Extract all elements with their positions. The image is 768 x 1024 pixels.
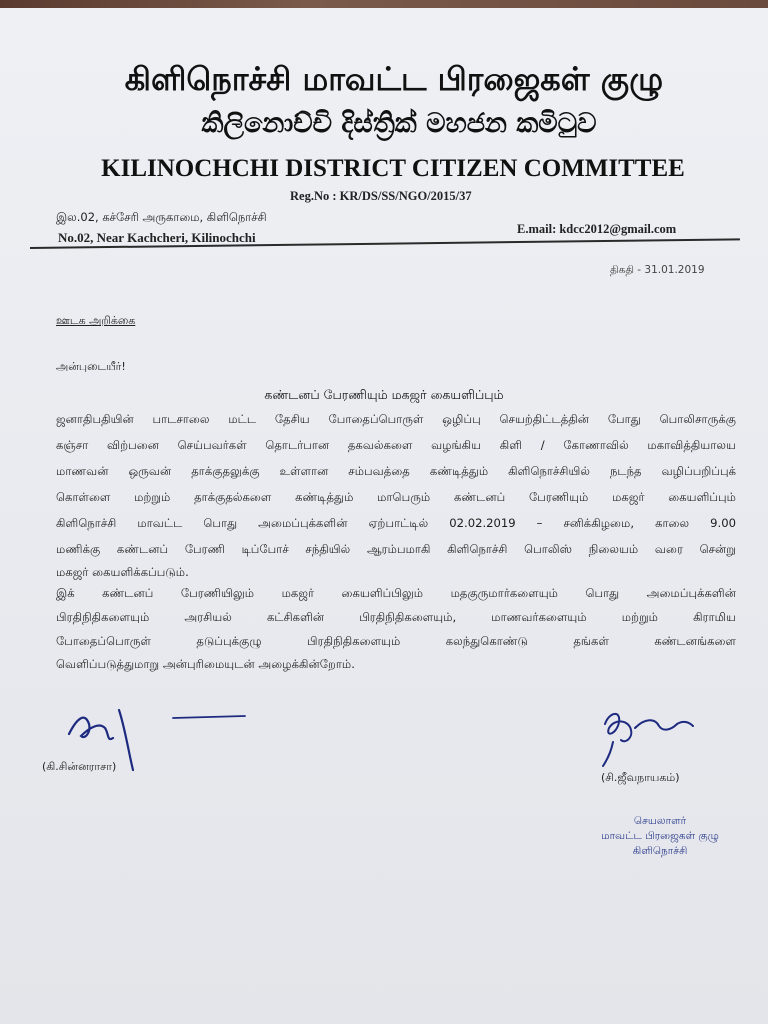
body-line: மகஜர் கையளிக்கப்படும். [56, 565, 189, 579]
stamp-organization: மாவட்ட பிரஜைகள் குழு [601, 830, 719, 842]
body-line: கஞ்சா விற்பனை செய்பவர்கள் தொடர்பான தகவல்களை வழங்கிய கிளி / கோணாவில் மகாவித்தியாலய [56, 438, 736, 452]
stamp-location: கிளிநொச்சி [632, 845, 688, 857]
body-line: கொள்ளை மற்றும் தாக்குதல்களை கண்டித்தும் மாபெரும் கண்டனப் பேரணியும் மகஜர் கையளிப்பும் [56, 490, 736, 504]
body-title: கண்டனப் பேரணியும் மகஜர் கையளிப்பும் [264, 387, 504, 402]
secretary-stamp [590, 814, 730, 859]
tamil-title: கிளிநொச்சி மாவட்ட பிரஜைகள் குழு [124, 60, 664, 98]
stamp-role: செயலாளர் [633, 815, 687, 827]
sinhala-title: කිලිනොච්චි දිස්ත්‍රික් මහජන කමිටුව [201, 108, 597, 139]
date-line: திகதி - 31.01.2019 [610, 264, 705, 276]
email-address: E.mail: kdcc2012@gmail.com [517, 222, 677, 236]
press-release-label: ஊடக அறிக்கை [56, 314, 136, 327]
right-signatory-name: (சி.ஜீவநாயகம்) [601, 771, 680, 784]
left-signatory-name: (கி.சின்னராசா) [42, 760, 117, 773]
registration-number: Reg.No : KR/DS/SS/NGO/2015/37 [290, 189, 472, 203]
greeting: அன்புடையீர்! [56, 360, 126, 373]
address-english: No.02, Near Kachcheri, Kilinochchi [58, 230, 256, 245]
body-line: மாணவன் ஒருவன் தாக்குதலுக்கு உள்ளான சம்பவத்தை கண்டித்தும் கிளிநொச்சியில் நடந்த வழிப்பறிப்புக் [56, 464, 736, 478]
letter-page [0, 8, 768, 1024]
body-line: கிளிநொச்சி மாவட்ட பொது அமைப்புக்களின் ஏற்பாட்டில் 02.02.2019 – சனிக்கிழமை, காலை 9.00 [56, 516, 736, 530]
body-line: போதைப்பொருள் தடுப்புக்குழு பிரதிநிதிகளையும் கலந்துகொண்டு தங்கள் கண்டனங்களை [56, 634, 736, 648]
body-line: இக் கண்டனப் பேரணியிலும் மகஜர் கையளிப்பிலும் மதகுருமார்களையும் பொது அமைப்புக்களின் [56, 586, 736, 600]
body-line: வெளிப்படுத்துமாறு அன்புரிமையுடன் அழைக்கின்றோம். [56, 657, 355, 671]
body-line: பிரதிநிதிகளையும் அரசியல் கட்சிகளின் பிரதிநிதிகளையும், மாணவர்களையும் மற்றும் கிராமிய [56, 610, 736, 624]
english-title: KILINOCHCHI DISTRICT CITIZEN COMMITTEE [101, 155, 685, 182]
right-signature [585, 698, 735, 773]
body-line: மணிக்கு கண்டனப் பேரணி டிப்போச் சந்தியில் ஆரம்பமாகி கிளிநொச்சி பொலிஸ் நிலையம் வரை சென்று [56, 542, 736, 556]
address-tamil: இல.02, கச்சேரி அருகாமை, கிளிநொச்சி [56, 210, 267, 224]
body-line: ஜனாதிபதியின் பாடசாலை மட்ட தேசிய போதைப்பொருள் ஒழிப்பு செயற்திட்டத்தின் போது பொலிசாருக்கு [56, 412, 736, 426]
